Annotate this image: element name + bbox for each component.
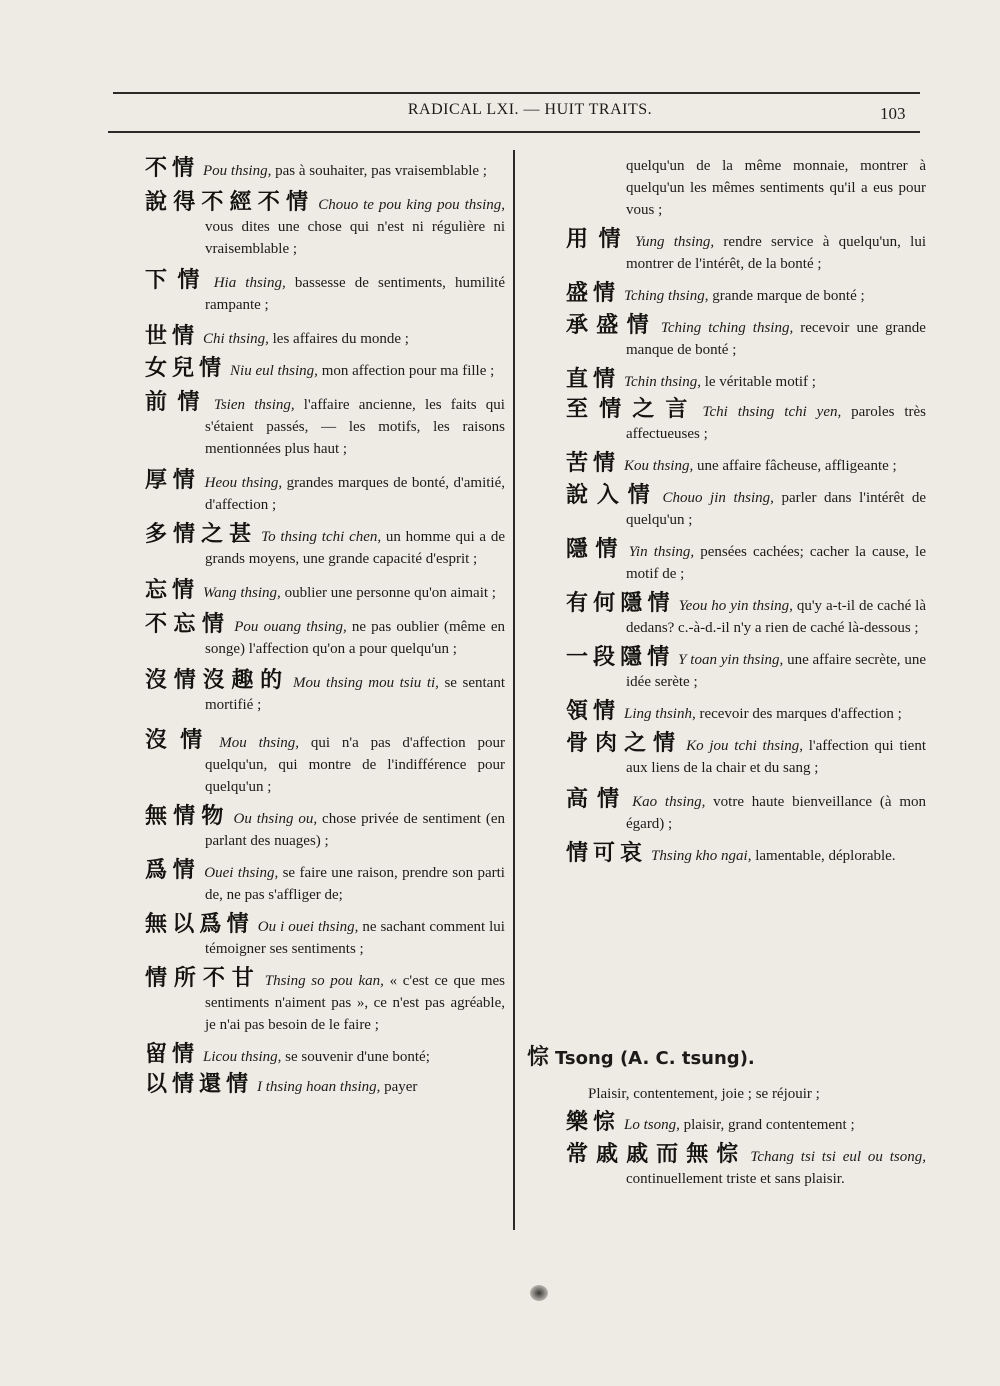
entry-romanization: Kao thsing, [632, 794, 714, 810]
entry-headword: 承盛情 [566, 313, 657, 338]
top-rule [113, 92, 920, 94]
entry-definition: lamentable, déplorable. [755, 848, 896, 864]
entry-romanization: Mou thsing, [219, 735, 311, 751]
dictionary-entry [145, 806, 505, 852]
entry-headword: 骨肉之情 [566, 731, 683, 756]
right-column [566, 155, 926, 867]
entry-headword: 說入情 [566, 483, 659, 508]
dictionary-entry [145, 326, 505, 350]
dictionary-entry [566, 647, 926, 693]
dictionary-entry [566, 315, 926, 361]
dictionary-entry [145, 158, 505, 182]
dictionary-entry [566, 399, 926, 445]
entry-headword: 忘情 [145, 578, 200, 603]
entry-romanization: Thsing so pou kan, [264, 973, 390, 989]
dictionary-entry [566, 1144, 926, 1190]
entry-definition: votre haute bienveillance (à mon égard) ; [626, 794, 926, 832]
entry-definition: l'affaire ancienne, les faits qui s'étaient passés, — les motifs, les raisons mentionnées plus haut ; [205, 397, 505, 457]
entry-definition: payer [384, 1079, 418, 1095]
entry-headword: 一段隱情 [566, 645, 675, 670]
entry-headword: 有何隱情 [566, 591, 675, 616]
dictionary-entry [145, 730, 505, 798]
dictionary-entry [145, 270, 505, 316]
entry-definition: pensées cachées; cacher la cause, le motif de ; [626, 544, 926, 582]
entry-romanization: Tchang tsi tsi eul ou tsong, [750, 1149, 926, 1165]
column-divider [513, 150, 515, 1230]
entry-headword: 前情 [145, 390, 210, 415]
entry-definition: qui n'a pas d'affection pour quelqu'un, qui montre de l'indifférence pour quelqu'un ; [205, 735, 505, 795]
entry-headword: 盛情 [566, 281, 621, 306]
entry-headword: 爲情 [145, 858, 201, 883]
entry-romanization: Tching tching thsing, [660, 320, 801, 336]
entry-definition: mon affection pour ma fille ; [321, 363, 495, 379]
entry-romanization: Mou thsing mou tsiu ti, [292, 675, 445, 691]
dictionary-entry [145, 358, 505, 382]
dictionary-entry [566, 229, 926, 275]
entry-definition: une affaire secrète, une idée serète ; [626, 652, 926, 690]
entry-definition: ne sachant comment lui témoigner ses sentiments ; [205, 919, 505, 957]
entry-romanization: Tchi thsing tchi yen, [702, 404, 852, 420]
section-description: Plaisir, contentement, joie ; se réjouir ; [588, 1086, 820, 1102]
dictionary-entry [566, 485, 926, 531]
entry-definition: l'affection qui tient aux liens de la chair et du sang ; [626, 738, 926, 776]
dictionary-entry [566, 593, 926, 639]
dictionary-entry [145, 914, 505, 960]
entry-romanization: Wang thsing, [203, 585, 285, 601]
entry-romanization: Ko jou tchi thsing, [686, 738, 809, 754]
dictionary-entry [145, 1074, 505, 1098]
entry-romanization: Yin thsing, [628, 544, 701, 560]
entry-romanization: Chouo jin thsing, [662, 490, 782, 506]
continuation-text: quelqu'un de la même monnaie, montrer à quelqu'un les mêmes sentiments qu'il a eus pour vous ; [626, 158, 926, 218]
entry-headword: 領情 [566, 699, 621, 724]
entry-definition: chose privée de sentiment (en parlant des nuages) ; [205, 811, 505, 849]
entry-definition: grande marque de bonté ; [712, 288, 865, 304]
entry-definition: se faire une raison, prendre son parti de, ne pas s'affliger de; [205, 865, 505, 903]
entry-headword: 不情 [145, 156, 200, 181]
entry-headword: 沒情沒趣的 [145, 668, 289, 693]
entry-headword: 無情物 [145, 804, 230, 829]
dictionary-entry [145, 670, 505, 716]
entry-romanization: Ling thsinh, [624, 706, 700, 722]
entry-romanization: Heou thsing, [204, 475, 287, 491]
dictionary-entry [145, 470, 505, 516]
dictionary-entry [566, 1112, 926, 1136]
entry-definition: oublier une personne qu'on aimait ; [284, 585, 496, 601]
entry-headword: 隱情 [566, 537, 625, 562]
entry-definition: plaisir, grand contentement ; [683, 1117, 855, 1133]
entry-definition: vous dites une chose qui n'est ni régulière ni vraisemblable ; [205, 219, 505, 257]
entry-definition: rendre service à quelqu'un, lui montrer de l'intérêt, de la bonté ; [626, 234, 926, 272]
entry-headword: 沒情 [145, 728, 216, 753]
entry-definition: les affaires du monde ; [272, 331, 409, 347]
entry-romanization: Tchin thsing, [624, 374, 705, 390]
dictionary-entry [145, 968, 505, 1036]
entry-definition: paroles très affectueuses ; [626, 404, 926, 442]
entry-romanization: Licou thsing, [203, 1049, 286, 1065]
dictionary-entry [566, 789, 926, 835]
entry-headword: 下情 [145, 268, 210, 293]
dictionary-entry [566, 369, 926, 393]
dictionary-entry [566, 843, 926, 867]
entry-headword: 說得不經不情 [145, 190, 315, 215]
entry-romanization: Ou i ouei thsing, [257, 919, 363, 935]
entry-headword: 樂悰 [566, 1110, 621, 1135]
entry-definition: le véritable motif ; [704, 374, 816, 390]
entry-romanization: Ouei thsing, [204, 865, 283, 881]
entry-romanization: Y toan yin thsing, [678, 652, 788, 668]
entry-romanization: To thsing tchi chen, [261, 529, 386, 545]
entry-romanization: Tching thsing, [624, 288, 713, 304]
entry-headword: 厚情 [145, 468, 201, 493]
entry-definition: se souvenir d'une bonté; [285, 1049, 430, 1065]
entry-definition: qu'y a-t-il de caché là dedans? c.-à-d.-il n'y a rien de caché là-dessous ; [626, 598, 926, 636]
entry-romanization: Kou thsing, [624, 458, 697, 474]
entry-romanization: Hia thsing, [213, 275, 295, 291]
entry-definition: parler dans l'intérêt de quelqu'un ; [626, 490, 926, 528]
dictionary-entry [566, 539, 926, 585]
entry-headword: 高情 [566, 787, 629, 812]
entry-headword: 留情 [145, 1042, 200, 1067]
entry-headword: 以情還情 [145, 1072, 254, 1097]
header-rule [108, 131, 920, 133]
entry-romanization: Niu eul thsing, [230, 363, 322, 379]
entry-definition: grandes marques de bonté, d'amitié, d'affection ; [205, 475, 505, 513]
entry-headword: 苦情 [566, 451, 621, 476]
entry-romanization: Tsien thsing, [213, 397, 304, 413]
entry-romanization: Thsing kho ngai, [651, 848, 756, 864]
entry-headword: 至情之言 [566, 397, 699, 422]
dictionary-entry [145, 614, 505, 660]
entry-definition: pas à souhaiter, pas vraisemblable ; [275, 163, 487, 179]
entry-romanization: Chouo te pou king pou thsing, [318, 197, 505, 213]
running-head: RADICAL LXI. — HUIT TRAITS. [407, 101, 653, 118]
entry-headword: 常戚戚而無悰 [566, 1142, 747, 1167]
section-heading [527, 1040, 927, 1071]
entry-definition: « c'est ce que mes sentiments n'aiment pas », ce n'est pas agréable, je n'ai pas besoin de le faire ; [205, 973, 505, 1033]
entry-headword: 多情之甚 [145, 522, 258, 547]
entry-definition: recevoir des marques d'affection ; [699, 706, 902, 722]
ink-smudge [530, 1285, 548, 1301]
entry-romanization: I thsing hoan thsing, [257, 1079, 385, 1095]
entry-headword: 不忘情 [145, 612, 231, 637]
entry-definition: ne pas oublier (même en songe) l'affection qu'on a pour quelqu'un ; [205, 619, 505, 657]
dictionary-entry [145, 1044, 505, 1068]
entry-definition: se sentant mortifié ; [205, 675, 505, 713]
dictionary-entry [145, 392, 505, 460]
left-column [145, 150, 505, 1098]
entry-headword: 情所不甘 [145, 966, 261, 991]
section-character: 悰 [527, 1045, 550, 1070]
section-title: Tsong (A. C. tsung). [555, 1048, 755, 1069]
page-number: 103 [880, 104, 906, 123]
entry-definition: un homme qui a de grands moyens, une grande capacité d'esprit ; [205, 529, 505, 567]
entry-romanization: Chi thsing, [203, 331, 273, 347]
dictionary-entry [145, 192, 505, 260]
entry-romanization: Pou ouang thsing, [234, 619, 352, 635]
section-entries [566, 1108, 926, 1190]
dictionary-entry [566, 701, 926, 725]
entry-romanization: Lo tsong, [624, 1117, 684, 1133]
dictionary-entry [145, 524, 505, 570]
entry-headword: 直情 [566, 367, 621, 392]
entry-headword: 世情 [145, 324, 200, 349]
entry-romanization: Yung thsing, [635, 234, 724, 250]
dictionary-entry [145, 580, 505, 604]
entry-headword: 無以爲情 [145, 912, 254, 937]
entry-definition: continuellement triste et sans plaisir. [626, 1171, 845, 1187]
dictionary-entry [566, 453, 926, 477]
entry-definition: une affaire fâcheuse, affligeante ; [696, 458, 897, 474]
dictionary-entry [566, 283, 926, 307]
entry-definition: recevoir une grande manque de bonté ; [626, 320, 926, 358]
entry-headword: 用情 [566, 227, 632, 252]
entry-headword: 女兒情 [145, 356, 227, 381]
dictionary-entry [145, 860, 505, 906]
entry-romanization: Ou thsing ou, [233, 811, 323, 827]
entry-definition: bassesse de sentiments, humilité rampante ; [205, 275, 505, 313]
entry-romanization: Pou thsing, [203, 163, 276, 179]
dictionary-entry [566, 733, 926, 779]
entry-headword: 情可哀 [566, 841, 648, 866]
entry-romanization: Yeou ho yin thsing, [678, 598, 797, 614]
